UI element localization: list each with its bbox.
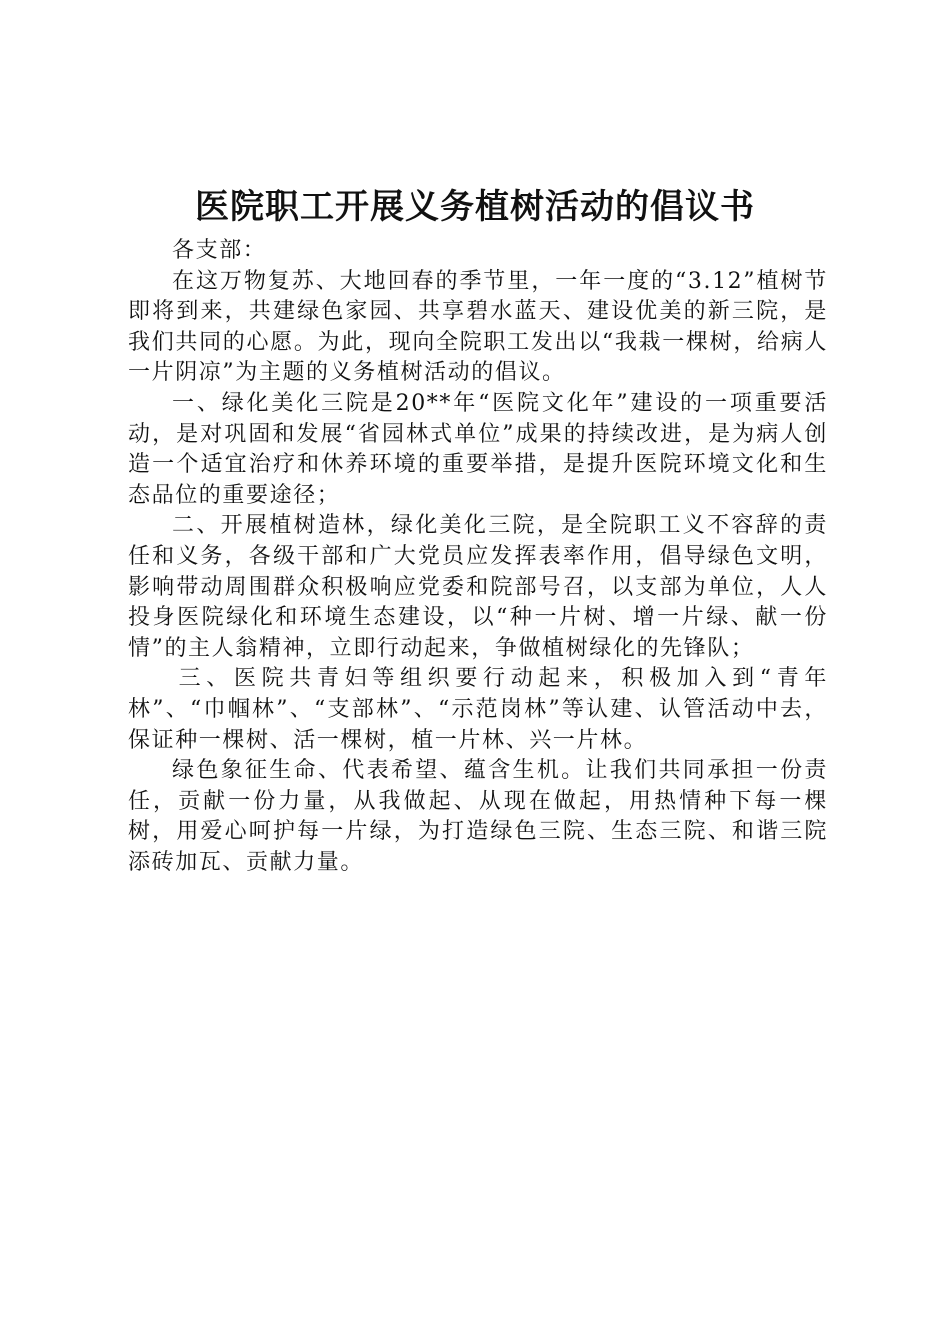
document-title: 医院职工开展义务植树活动的倡议书	[195, 187, 755, 227]
paragraph-closing: 绿色象征生命、代表希望、蕴含生机。让我们共同承担一份责任，贡献一份力量，从我做起、从现在做起，用热情种下每一棵树，用爱心呵护每一片绿，为打造绿色三院、生态三院、和谐三院添砖加瓦、贡献力量。	[128, 758, 828, 875]
salutation: 各支部：	[172, 238, 267, 263]
paragraph-intro: 在这万物复苏、大地回春的季节里，一年一度的“3.12”植树节即将到来，共建绿色家园、共享碧水蓝天、建设优美的新三院，是我们共同的心愿。为此，现向全院职工发出以“我栽一棵树，给病人一片阴凉”为主题的义务植树活动的倡议。	[128, 268, 828, 386]
paragraph-item-2: 二、开展植树造林，绿化美化三院，是全院职工义不容辞的责任和义务，各级干部和广大党员应发挥表率作用，倡导绿色文明，影响带动周围群众积极响应党委和院部号召，以支部为单位，人人投身医院绿化和环境生态建设，以“种一片树、增一片绿、献一份情”的主人翁精神，立即行动起来，争做植树绿化的先锋队；	[128, 513, 828, 661]
paragraph-item-3: 三、医院共青妇等组织要行动起来，积极加入到“青年林”、“巾帼林”、“支部林”、“示范岗林”等认建、认管活动中去，保证种一棵树、活一棵树，植一片林、兴一片林。	[128, 666, 828, 753]
document-body	[128, 236, 828, 878]
paragraph-item-1: 一、绿化美化三院是20**年“医院文化年”建设的一项重要活动，是对巩固和发展“省园林式单位”成果的持续改进，是为病人创造一个适宜治疗和休养环境的重要举措，是提升医院环境文化和生态品位的重要途径；	[128, 390, 828, 508]
